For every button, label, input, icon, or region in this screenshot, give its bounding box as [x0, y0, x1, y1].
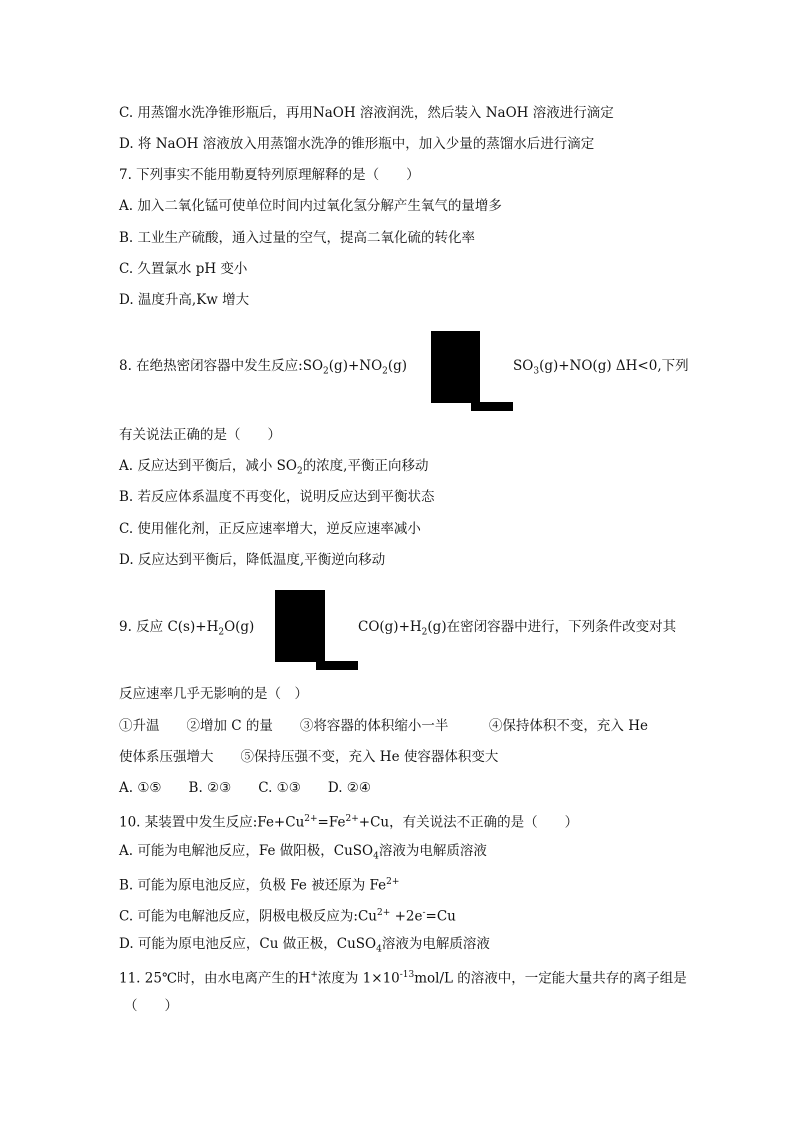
option-7d: D. 温度升高,Kw 增大 — [119, 292, 250, 308]
question-7: 7. 下列事实不能用勒夏特列原理解释的是（ ） — [119, 167, 420, 183]
option-6c: C. 用蒸馏水洗净锥形瓶后，再用NaOH 溶液润洗，然后装入 NaOH 溶液进行滴定 — [119, 105, 614, 121]
question-8-cont: 有关说法正确的是（ ） — [119, 427, 281, 443]
question-9-choices: A. ①⑤ B. ②③ C. ①③ D. ②④ — [119, 780, 372, 796]
option-7c: C. 久置氯水 pH 变小 — [119, 261, 248, 277]
question-10: 10. 某装置中发生反应$:Fe+Cu^{2+}=Fe^{2+}+Cu$，有关说法不正确的是（ ） — [119, 814, 579, 831]
equilibrium-arrow-tail — [471, 402, 513, 411]
option-6d: D. 将 NaOH 溶液放入用蒸馏水洗净的锥形瓶中，加入少量的蒸馏水后进行滴定 — [119, 136, 595, 152]
question-9-conditions-1: ①升温 ②增加 C 的量 ③将容器的体积缩小一半 ④保持体积不变，充入 He — [119, 718, 648, 734]
option-10a: A. 可能为电解池反应，Fe 做阳极，CuSO$_4$溶液为电解质溶液 — [119, 843, 487, 862]
question-11-paren: （ ） — [124, 998, 178, 1014]
question-11: 11. 25℃时，由水电离产生的H+浓度为 $1\times 10^{-13}mol/L$ 的溶液中，一定能大量共存的离子组是 — [119, 970, 687, 987]
equilibrium-arrow-tail — [316, 661, 358, 670]
option-7a: A. 加入二氧化锰可使单位时间内过氧化氢分解产生氧气的量增多 — [119, 198, 502, 214]
option-8c: C. 使用催化剂，正反应速率增大，逆反应速率减小 — [119, 521, 421, 537]
equilibrium-arrow-block — [431, 331, 480, 403]
question-8-left: 8. 在绝热密闭容器中发生反应$:SO_2(g)+NO_2(g)$ — [119, 358, 408, 377]
option-10c: C. 可能为电解池反应，阴极电极反应为$:Cu^{2+} +2e^-=Cu$ — [119, 908, 456, 925]
option-8d: D. 反应达到平衡后，降低温度,平衡逆向移动 — [119, 552, 386, 568]
equilibrium-arrow-block — [275, 590, 325, 662]
option-10d: D. 可能为原电池反应，Cu 做正极，CuSO$_4$溶液为电解质溶液 — [119, 936, 490, 955]
option-8b: B. 若反应体系温度不再变化，说明反应达到平衡状态 — [119, 489, 435, 505]
question-9-cont: 反应速率几乎无影响的是（ ） — [119, 686, 308, 702]
question-9-conditions-2: 使体系压强增大 ⑤保持压强不变，充入 He 使容器体积变大 — [119, 749, 499, 765]
question-8-right: $SO_3(g)+NO(g)$ ΔH<0,下列 — [513, 358, 689, 377]
question-9-left: 9. 反应 $C(s)+H_2O(g)$ — [119, 619, 255, 638]
option-8a: A. 反应达到平衡后，减小 $SO_2$的浓度,平衡正向移动 — [119, 458, 429, 477]
option-7b: B. 工业生产硫酸，通入过量的空气，提高二氧化硫的转化率 — [119, 230, 476, 246]
option-10b: B. 可能为原电池反应，负极 Fe 被还原为 $Fe^{2+}$ — [119, 877, 400, 894]
question-9-right: $CO(g)+H_2(g)$在密闭容器中进行，下列条件改变对其 — [358, 619, 677, 638]
